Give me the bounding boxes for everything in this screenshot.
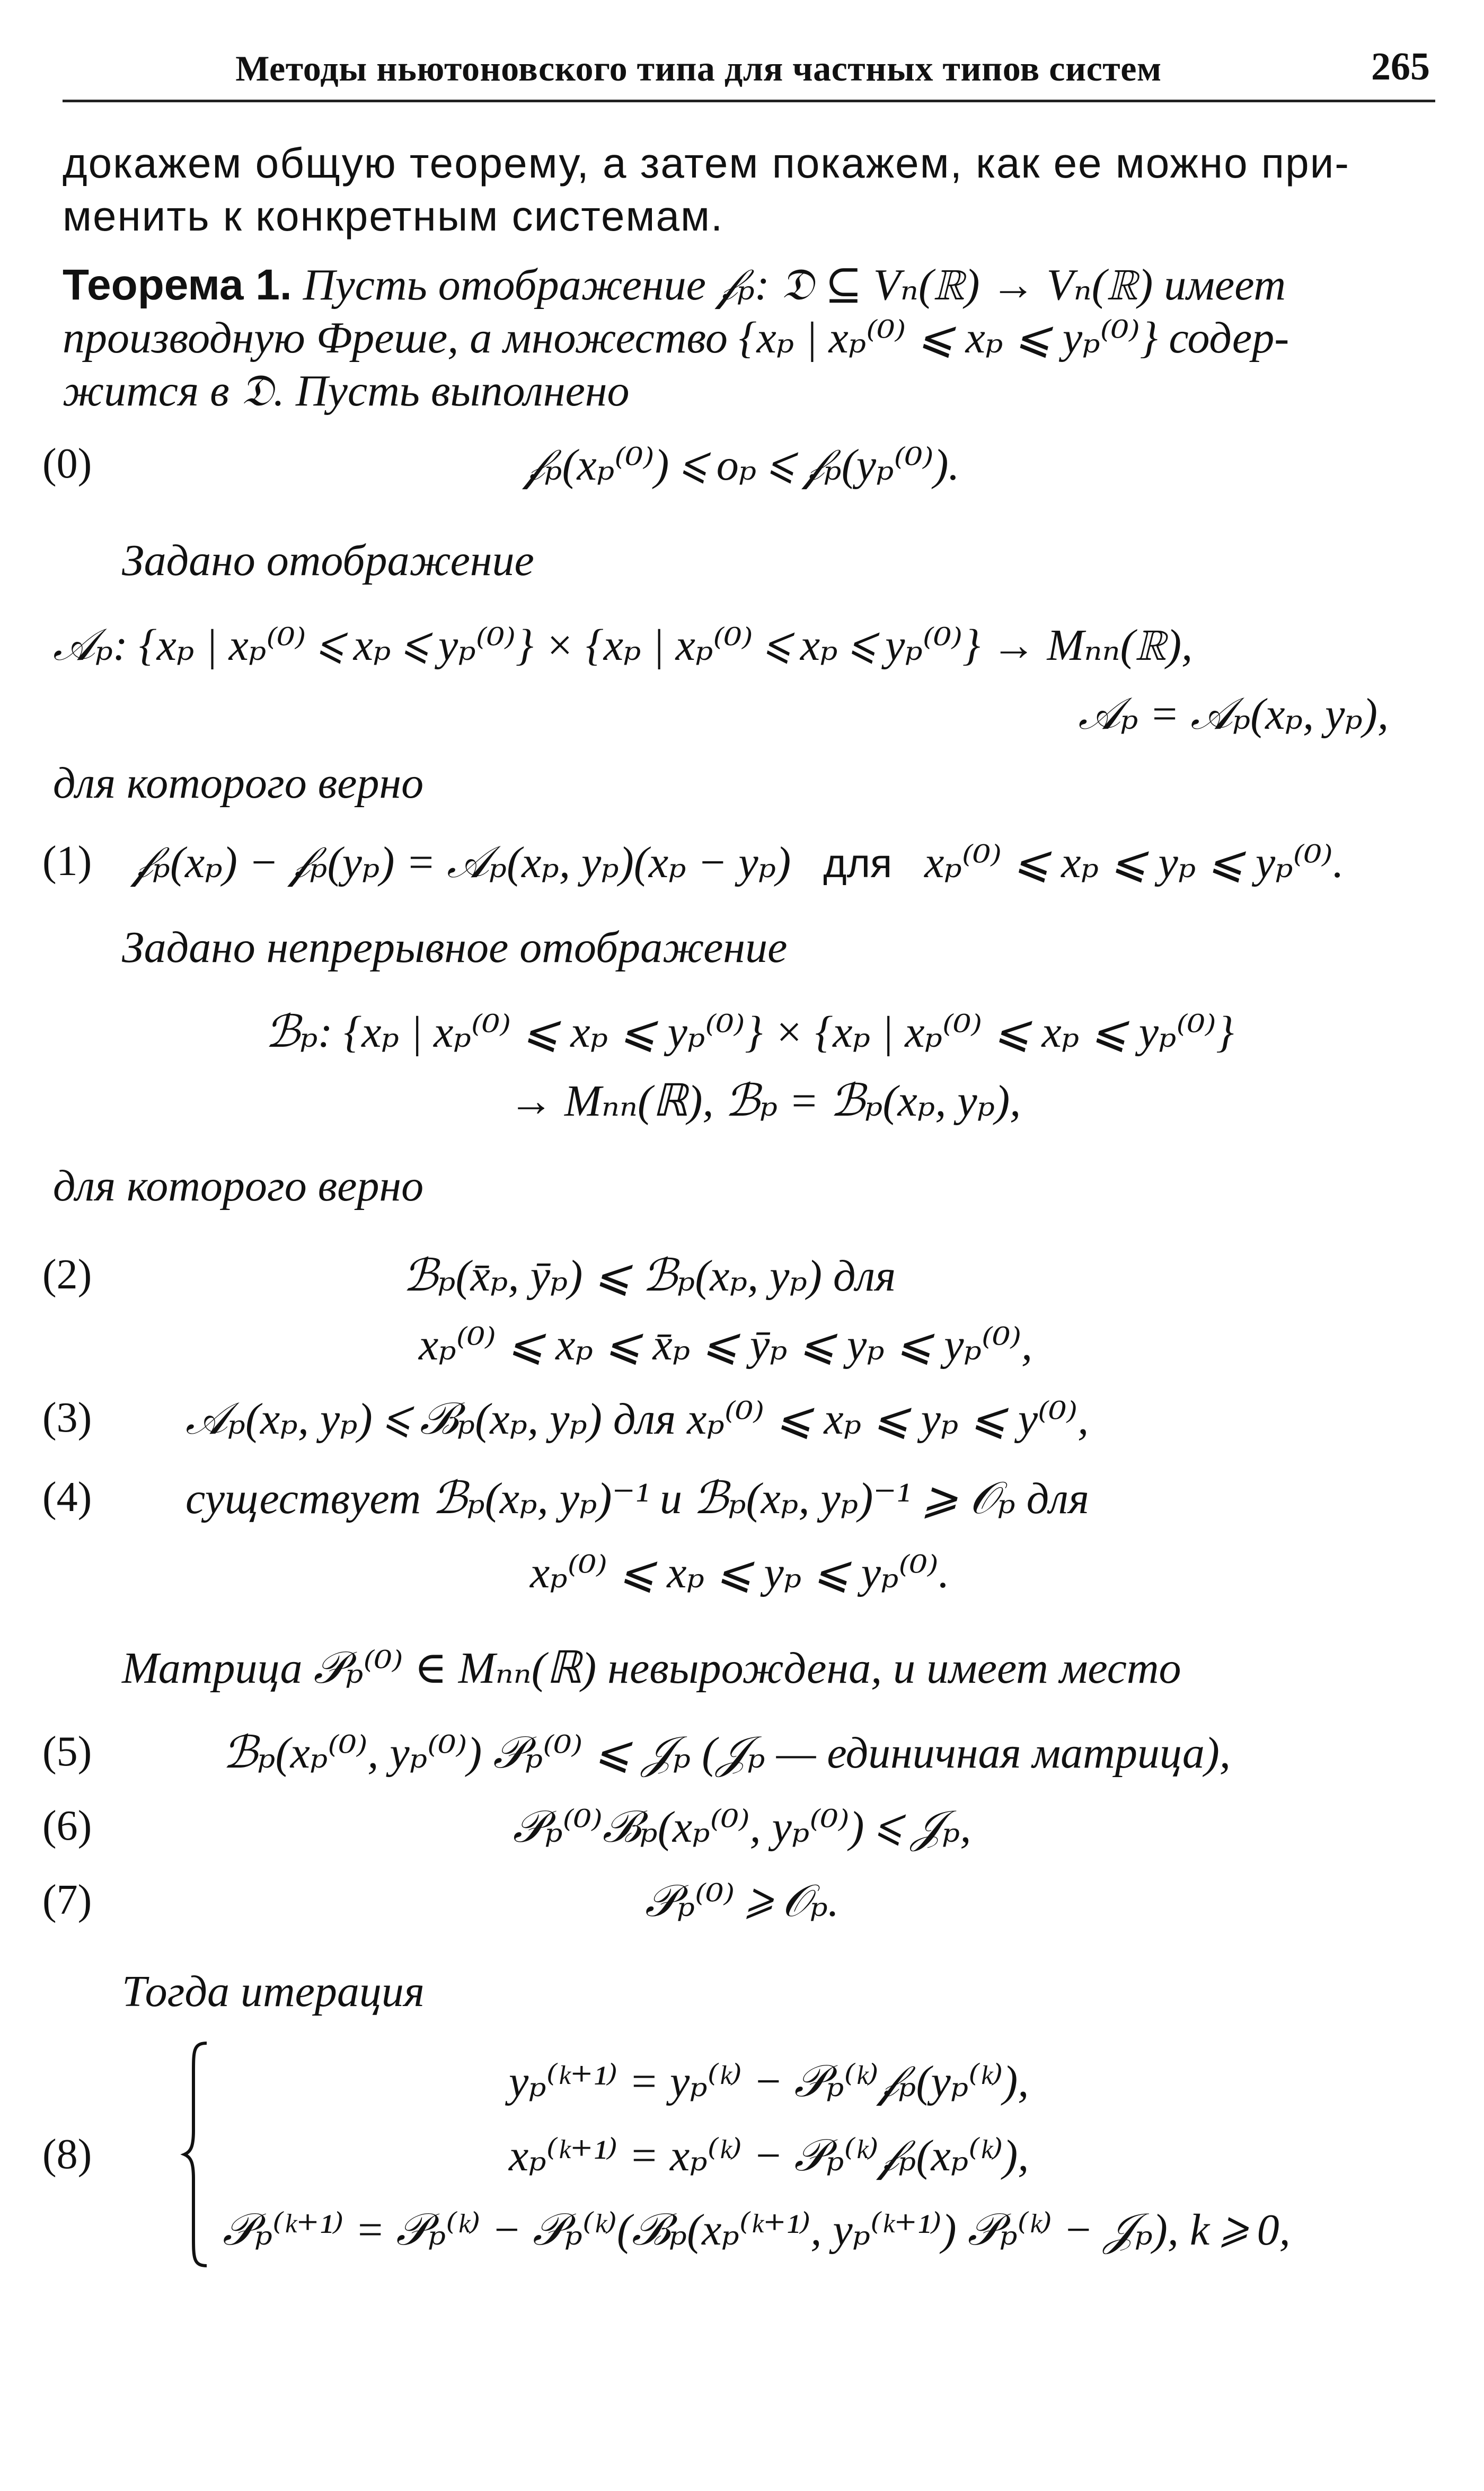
- given-B-text: Задано непрерывное отображение: [122, 923, 788, 972]
- matrix-text: Матрица 𝒫ₚ⁽⁰⁾ ∈ Mₙₙ(ℝ) невырождена, и имеет место: [122, 1644, 1181, 1693]
- equation-1-condition: xₚ⁽⁰⁾ ⩽ xₚ ⩽ yₚ ⩽ yₚ⁽⁰⁾.: [924, 838, 1344, 887]
- theorem-label: Теорема 1.: [63, 261, 292, 309]
- equation-6: 𝒫ₚ⁽⁰⁾ℬₚ(xₚ⁽⁰⁾, yₚ⁽⁰⁾) ⩽ 𝒥ₚ,: [513, 1803, 971, 1852]
- equation-1-condition-word: для: [823, 841, 893, 886]
- equation-8-line-3: 𝒫ₚ⁽ᵏ⁺¹⁾ = 𝒫ₚ⁽ᵏ⁾ − 𝒫ₚ⁽ᵏ⁾(ℬₚ(xₚ⁽ᵏ⁺¹⁾, yₚ⁽ᵏ⁺¹⁾) 𝒫ₚ⁽ᵏ⁾ − 𝒥ₚ), k ⩾ 0,: [223, 2205, 1291, 2255]
- equation-number-1: (1): [42, 838, 92, 885]
- equation-number-7: (7): [42, 1877, 92, 1923]
- equation-5: ℬₚ(xₚ⁽⁰⁾, yₚ⁽⁰⁾) 𝒫ₚ⁽⁰⁾ ⩽ 𝒥ₚ (𝒥ₚ — единичная матрица),: [223, 1728, 1231, 1778]
- equation-number-2: (2): [42, 1251, 92, 1298]
- equation-number-0: (0): [42, 440, 92, 487]
- equation-2-line-1: ℬₚ(x̄ₚ, ȳₚ) ⩽ ℬₚ(xₚ, yₚ) для: [403, 1251, 896, 1301]
- equation-number-8: (8): [42, 2131, 92, 2178]
- page-number: 265: [1371, 45, 1430, 89]
- equation-1-main: 𝒻ₚ(xₚ) − 𝒻ₚ(yₚ) = 𝒜ₚ(xₚ, yₚ)(xₚ − yₚ): [132, 838, 791, 887]
- for-which-text-1: для которого верно: [53, 758, 424, 808]
- theorem-line-2: производную Фреше, а множество {xₚ | xₚ⁽⁰⁾ ⩽ xₚ ⩽ yₚ⁽⁰⁾} содер-: [63, 313, 1289, 363]
- equation-number-3: (3): [42, 1394, 92, 1441]
- equation-4-line-1: существует ℬₚ(xₚ, yₚ)⁻¹ и ℬₚ(xₚ, yₚ)⁻¹ ⩾ 𝒪ₚ для: [186, 1474, 1089, 1523]
- system-brace: [180, 2040, 212, 2268]
- given-A-text: Задано отображение: [122, 536, 534, 585]
- equation-3: 𝒜ₚ(xₚ, yₚ) ⩽ ℬₚ(xₚ, yₚ) для xₚ⁽⁰⁾ ⩽ xₚ ⩽ yₚ ⩽ y⁽⁰⁾,: [186, 1394, 1089, 1444]
- running-title: Методы ньютоновского типа для частных типов систем: [235, 48, 1162, 89]
- theorem-text-1: Пусть отображение 𝒻ₚ: 𝔇 ⊆ Vₙ(ℝ) → Vₙ(ℝ) имеет: [303, 260, 1286, 310]
- equation-2-line-2: xₚ⁽⁰⁾ ⩽ xₚ ⩽ x̄ₚ ⩽ ȳₚ ⩽ yₚ ⩽ yₚ⁽⁰⁾,: [419, 1320, 1033, 1370]
- intro-line-1: докажем общую теорему, а затем покажем, как ее можно при-: [63, 139, 1350, 187]
- for-which-text-2: для которого верно: [53, 1161, 424, 1211]
- equation-8-line-1: yₚ⁽ᵏ⁺¹⁾ = yₚ⁽ᵏ⁾ − 𝒫ₚ⁽ᵏ⁾𝒻ₚ(yₚ⁽ᵏ⁾),: [509, 2057, 1029, 2106]
- equation-8-line-2: xₚ⁽ᵏ⁺¹⁾ = xₚ⁽ᵏ⁾ − 𝒫ₚ⁽ᵏ⁾𝒻ₚ(xₚ⁽ᵏ⁾),: [509, 2131, 1029, 2180]
- equation-4-line-2: xₚ⁽⁰⁾ ⩽ xₚ ⩽ yₚ ⩽ yₚ⁽⁰⁾.: [530, 1548, 950, 1597]
- equation-7: 𝒫ₚ⁽⁰⁾ ⩾ 𝒪ₚ.: [645, 1877, 839, 1926]
- equation-1: [132, 837, 1344, 889]
- B-map-line-2: → Mₙₙ(ℝ), ℬₚ = ℬₚ(xₚ, yₚ),: [509, 1076, 1021, 1126]
- then-text: Тогда итерация: [122, 1967, 425, 2016]
- equation-number-5: (5): [42, 1728, 92, 1775]
- equation-number-4: (4): [42, 1474, 92, 1521]
- equation-number-6: (6): [42, 1803, 92, 1849]
- A-map-line-1: 𝒜ₚ: {xₚ | xₚ⁽⁰⁾ ⩽ xₚ ⩽ yₚ⁽⁰⁾} × {xₚ | xₚ⁽⁰⁾ ⩽ xₚ ⩽ yₚ⁽⁰⁾} → Mₙₙ(ℝ),: [53, 621, 1193, 670]
- equation-0: 𝒻ₚ(xₚ⁽⁰⁾) ⩽ oₚ ⩽ 𝒻ₚ(yₚ⁽⁰⁾).: [524, 440, 960, 490]
- theorem-line-1: [63, 260, 1286, 311]
- A-map-line-2: 𝒜ₚ = 𝒜ₚ(xₚ, yₚ),: [1078, 690, 1389, 739]
- theorem-line-3: жится в 𝔇. Пусть выполнено: [63, 366, 630, 416]
- running-head: [63, 41, 1435, 102]
- B-map-line-1: ℬₚ: {xₚ | xₚ⁽⁰⁾ ⩽ xₚ ⩽ yₚ⁽⁰⁾} × {xₚ | xₚ⁽⁰⁾ ⩽ xₚ ⩽ yₚ⁽⁰⁾}: [265, 1008, 1234, 1057]
- intro-line-2: менить к конкретным системам.: [63, 192, 724, 240]
